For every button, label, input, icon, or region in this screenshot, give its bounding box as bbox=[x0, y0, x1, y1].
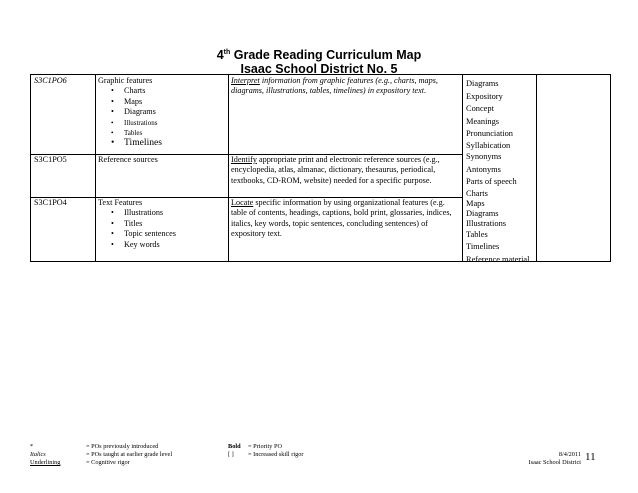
footer-date: 8/4/2011 bbox=[558, 451, 581, 458]
cognitive-verb: Interpret bbox=[231, 76, 260, 85]
vocabulary-item: Meanings bbox=[466, 116, 500, 126]
po-code: S3C1PO5 bbox=[34, 155, 67, 164]
topic-title: Graphic features bbox=[98, 76, 153, 85]
vocabulary-item: Synonyms bbox=[466, 151, 502, 161]
po-description bbox=[231, 76, 459, 97]
legend-row bbox=[30, 459, 172, 467]
vocabulary-item: Syllabication bbox=[466, 140, 511, 150]
vocabulary-item: Illustrations bbox=[466, 218, 507, 228]
legend-key: * bbox=[30, 443, 34, 450]
title-text: Grade Reading Curriculum Map bbox=[230, 48, 422, 62]
vocabulary-item: Expository bbox=[466, 91, 503, 101]
topic-bullet-list bbox=[98, 86, 226, 148]
vocabulary-item: Concept bbox=[466, 104, 494, 114]
legend-row bbox=[228, 451, 303, 459]
vocabulary-item: Antonyms bbox=[466, 164, 501, 174]
list-item: • Diagrams bbox=[98, 107, 226, 117]
description-text: appropriate print and electronic reference sources (e.g., encyclopedia, atlas, almanac, dictionary, thesaurus, periodical, textbooks, CD-ROM, website) needed for a specific purpose. bbox=[231, 155, 440, 185]
legend-key: Italics bbox=[30, 451, 46, 459]
topic-title: Text Features bbox=[98, 198, 143, 207]
po-code: S3C1PO6 bbox=[34, 76, 67, 85]
legend-row bbox=[30, 451, 172, 459]
vocabulary-item: Charts bbox=[466, 188, 488, 198]
title-ordinal: th bbox=[223, 49, 231, 56]
vocabulary-item: Timelines bbox=[466, 242, 500, 252]
po-topic bbox=[98, 198, 226, 250]
cognitive-verb: Identify bbox=[231, 155, 257, 164]
legend-key: Underlining bbox=[30, 459, 61, 467]
footer-info bbox=[500, 451, 581, 467]
curriculum-table bbox=[30, 74, 611, 262]
list-item: • Charts bbox=[98, 86, 226, 96]
legend-text: = Increased skill rigor bbox=[248, 451, 304, 459]
list-item: • Topic sentences bbox=[98, 229, 226, 239]
legend-row bbox=[228, 443, 303, 451]
legend-middle bbox=[228, 443, 303, 459]
column-divider bbox=[536, 75, 537, 261]
list-item: • Titles bbox=[98, 219, 226, 229]
list-item: • Timelines bbox=[98, 138, 226, 148]
page-title bbox=[0, 46, 638, 76]
vocabulary-list bbox=[466, 78, 534, 267]
legend-key: [ ] bbox=[228, 451, 234, 459]
column-divider bbox=[462, 75, 463, 261]
po-topic: Reference sources bbox=[98, 155, 158, 164]
legend-left bbox=[30, 443, 172, 468]
legend-text: = Cognitive rigor bbox=[86, 459, 130, 467]
vocabulary-item: Reference material bbox=[466, 254, 530, 264]
po-topic bbox=[98, 76, 226, 149]
list-item: • Illustrations bbox=[98, 118, 226, 128]
po-code: S3C1PO4 bbox=[34, 198, 67, 207]
description-text: information from graphic features (e.g., charts, maps, diagrams, illustrations, tables, timelines) in expository text. bbox=[231, 76, 438, 96]
vocabulary-item: Tables bbox=[466, 229, 488, 239]
vocabulary-item: Maps bbox=[466, 198, 485, 208]
vocabulary-item: Parts of speech bbox=[466, 177, 517, 187]
vocabulary-item: Diagrams bbox=[466, 208, 499, 218]
legend-row bbox=[30, 443, 172, 451]
list-item: • Key words bbox=[98, 240, 226, 250]
column-divider bbox=[228, 75, 229, 261]
list-item: • Illustrations bbox=[98, 208, 226, 218]
list-item: • Tables bbox=[98, 128, 226, 138]
column-divider bbox=[95, 75, 96, 261]
footer-district: Isaac School District bbox=[528, 459, 581, 467]
legend-text: = POs taught at earlier grade level bbox=[86, 451, 173, 459]
vocabulary-item: Pronunciation bbox=[466, 129, 513, 139]
page-subtitle: Isaac School District No. 5 bbox=[240, 62, 398, 76]
vocabulary-item: Diagrams bbox=[466, 79, 499, 88]
page-number: 11 bbox=[585, 451, 596, 463]
topic-bullet-list bbox=[98, 208, 226, 250]
cognitive-verb: Locate bbox=[231, 198, 254, 207]
legend-key: Bold bbox=[228, 443, 241, 450]
legend-text: = POs previously introduced bbox=[86, 443, 159, 450]
legend-text: = Priority PO bbox=[248, 443, 282, 450]
po-description bbox=[231, 198, 459, 240]
list-item: • Maps bbox=[98, 97, 226, 107]
po-description bbox=[231, 155, 459, 186]
description-text: specific information by using organizational features (e.g. table of contents, headings, captions, bold print, glossaries, indices, italics, key words, topic sentences, concluding sentences) of expository text. bbox=[231, 198, 452, 239]
title-grade: 4 bbox=[216, 48, 224, 62]
